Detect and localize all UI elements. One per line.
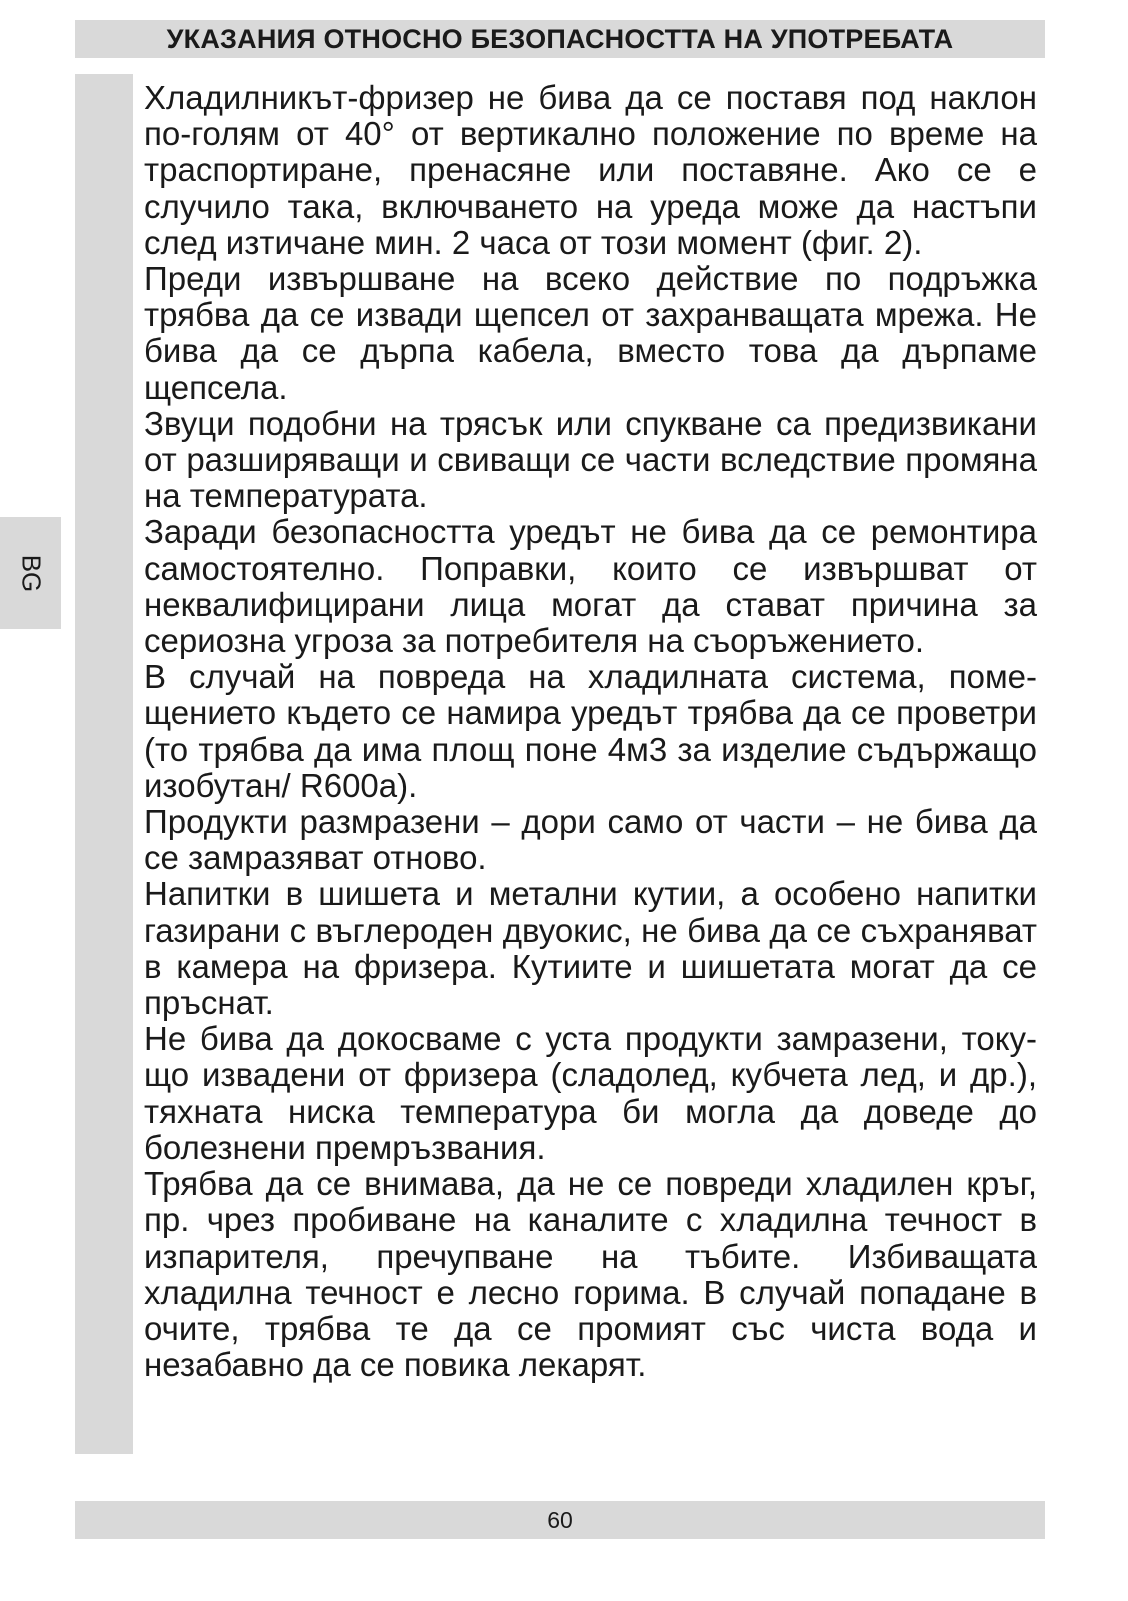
paragraph-bottles-cans: Напитки в шишета и метални кутии, а особено напитки газирани с въглероден двуокис, не бива да се съхраняват в камера на фризера. Кутиите и шишетата могат да се пръснат. xyxy=(144,875,1037,1022)
paragraph-cooling-circuit: Трябва да се внимава, да не се повреди хладилен кръг, пр. чрез пробиване на каналите с хладилна течност в изпарителя, пречупване на тъбите. Избиващата хладилна течност е лесно горима. В случай попадане в очите, трябва те да се промият със чиста вода и незабавно да се повика лекарят. xyxy=(144,1165,1037,1384)
page-header-bar xyxy=(75,20,1045,58)
page-number: 60 xyxy=(547,1506,573,1533)
paragraph-tilt-transport: Хладилникът-фризер не бива да се поставя под наклон по-голям от 40° от вертикално положение по време на траспортиране, пренасяне или поставяне. Ако се е случило така, включването на уреда може да настъпи след изтичане мин. 2 часа от този момент (фиг. 2). xyxy=(144,79,1037,261)
paragraph-frozen-products-mouth: Не бива да докосваме с уста продукти замразени, току-що извадени от фризера (сладолед, кубчета лед, и др.), тяхната ниска температура би могла да доведе до болезнени премръзвания. xyxy=(144,1020,1037,1166)
paragraph-refrigerant-damage: В случай на повреда на хладилната система, помещението където се намира уредът трябва да се проветри (то трябва да има площ поне 4м3 за изделие съдържащо изобутан/ R600a). xyxy=(144,658,1037,804)
language-tab xyxy=(0,517,61,629)
page-footer-bar xyxy=(75,1501,1045,1539)
content-side-stripe xyxy=(75,74,133,1454)
page-title: УКАЗАНИЯ ОТНОСНО БЕЗОПАСНОСТТА НА УПОТРЕБАТА xyxy=(166,23,954,54)
paragraph-cracking-sounds: Звуци подобни на трясък или спукване са предизвикани от разширяващи и свиващи се части вследствие промяна на температурата. xyxy=(144,404,1037,515)
safety-instructions-body xyxy=(144,80,1037,1383)
paragraph-no-refreezing: Продукти размразени – дори само от части – не бива да се замразяват отново. xyxy=(144,803,1037,877)
paragraph-no-self-repair: Заради безопасността уредът не бива да се ремонтира самостоятелно. Поправки, които се извършват от неквалифицирани лица могат да стават причина за сериозна угроза за потребителя на съоръжението. xyxy=(144,513,1037,660)
language-label: BG xyxy=(15,554,46,592)
paragraph-unplug-maintenance: Преди извършване на всеко действие по подръжка трябва да се извади щепсел от захранващата мрежа. Не бива да се дърпа кабела, вместо това да дърпаме щепсела. xyxy=(144,260,1037,406)
